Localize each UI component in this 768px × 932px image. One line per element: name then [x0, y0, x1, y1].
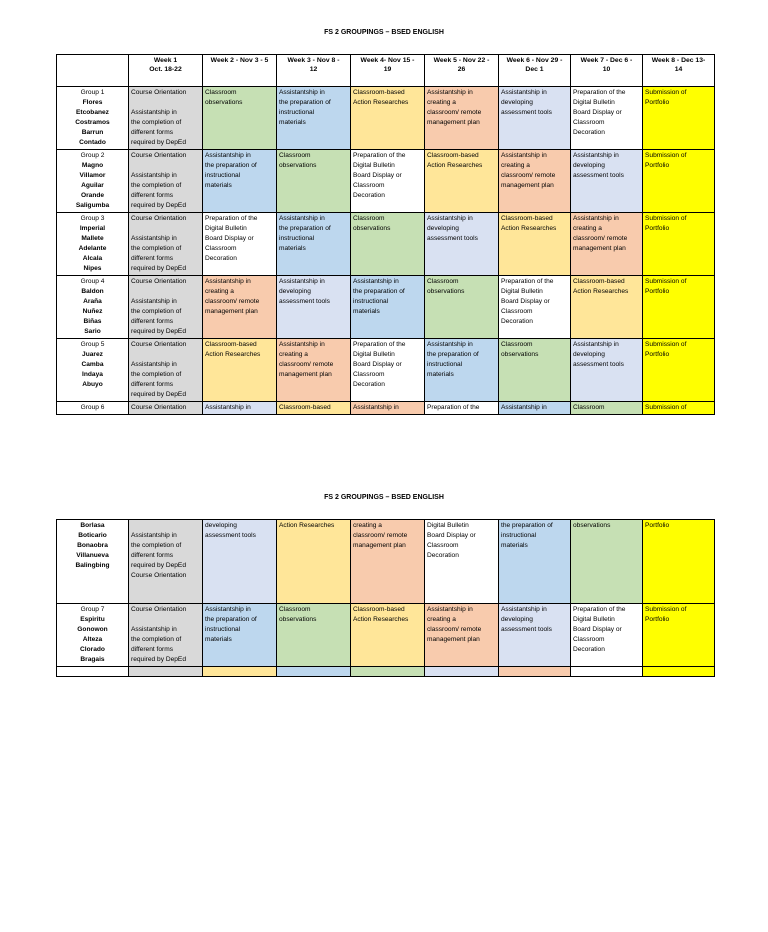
activity-cell: observations [571, 520, 643, 604]
group-members: Baldon Araña Nuñez Biñas Sario [81, 288, 104, 335]
group-cell [57, 604, 129, 667]
activity-cell: Course Orientation Assistantship in the completion of different forms required by DepEd [129, 213, 203, 276]
activity-cell: Classroom [571, 402, 643, 415]
activity-cell: Assistantship in creating a classroom/ remote management plan [571, 213, 643, 276]
group-label: Group 1 [80, 89, 105, 96]
table-row [57, 150, 715, 213]
activity-cell: Course Orientation Assistantship in the completion of different forms required by DepEd [129, 276, 203, 339]
activity-cell: Classroom observations [351, 213, 425, 276]
group-members: Juarez Camba Indaya Abuyo [81, 351, 104, 388]
activity-cell: Classroom observations [499, 339, 571, 402]
activity-cell: Preparation of the Digital Bulletin Board Display or Classroom Decoration [203, 213, 277, 276]
group-cell [57, 667, 129, 677]
activity-cell: Submission of Portfolio [643, 339, 715, 402]
activity-cell: Assistantship in [203, 402, 277, 415]
group-cell [57, 213, 129, 276]
activity-cell: Submission of Portfolio [643, 604, 715, 667]
activity-cell: creating a classroom/ remote management plan [351, 520, 425, 604]
activity-cell: Assistantship in creating a classroom/ remote management plan [425, 87, 499, 150]
activity-cell: Assistantship in [499, 402, 571, 415]
activity-cell: Preparation of the Digital Bulletin Board Display or Classroom Decoration [571, 87, 643, 150]
table-row [57, 604, 715, 667]
activity-cell: Assistantship in developing assessment tools [499, 604, 571, 667]
activity-cell: Portfolio [643, 520, 715, 604]
activity-cell: Classroom-based Action Researches [351, 604, 425, 667]
activity-cell: Course Orientation [129, 402, 203, 415]
activity-cell: Submission of Portfolio [643, 87, 715, 150]
activity-cell: Assistantship in creating a classroom/ remote management plan [425, 604, 499, 667]
group-label: Group 7 [80, 606, 105, 613]
activity-cell: Classroom-based Action Researches [499, 213, 571, 276]
table-row [57, 520, 715, 604]
column-header: Week 6 - Nov 29 - Dec 1 [499, 55, 571, 87]
activity-cell: Assistantship in creating a classroom/ remote management plan [277, 339, 351, 402]
activity-cell: Classroom observations [425, 276, 499, 339]
page-title-1: FS 2 GROUPINGS – BSED ENGLISH [324, 29, 444, 36]
group-cell [57, 402, 129, 415]
group-cell [57, 87, 129, 150]
activity-cell: Submission of [643, 402, 715, 415]
activity-cell: Classroom-based Action Researches [351, 87, 425, 150]
activity-cell: Submission of Portfolio [643, 276, 715, 339]
activity-cell: Assistantship in the preparation of instructional materials [351, 276, 425, 339]
activity-cell: Course Orientation Assistantship in the completion of different forms required by DepEd [129, 150, 203, 213]
activity-cell: Preparation of the [425, 402, 499, 415]
table-row [57, 276, 715, 339]
group-members: Espiritu Gonowon Alteza Clorado Bragais [77, 616, 108, 663]
activity-cell [571, 667, 643, 677]
activity-cell [425, 667, 499, 677]
activity-cell [129, 667, 203, 677]
activity-cell: Preparation of the Digital Bulletin Board Display or Classroom Decoration [351, 150, 425, 213]
column-header: Week 2 - Nov 3 - 5 [203, 55, 277, 87]
column-header: Week 5 - Nov 22 - 26 [425, 55, 499, 87]
group-label: Group 6 [80, 404, 105, 411]
activity-cell [643, 667, 715, 677]
activity-cell: Assistantship in the preparation of instructional materials [277, 213, 351, 276]
activity-cell [351, 667, 425, 677]
table-row [57, 213, 715, 276]
column-header: Week 1 Oct. 18-22 [129, 55, 203, 87]
activity-cell: Preparation of the Digital Bulletin Board Display or Classroom Decoration [571, 604, 643, 667]
activity-cell: the preparation of instructional materials [499, 520, 571, 604]
activity-cell: Assistantship in the preparation of instructional materials [277, 87, 351, 150]
activity-cell: developing assessment tools [203, 520, 277, 604]
activity-cell: Assistantship in creating a classroom/ remote management plan [203, 276, 277, 339]
page-title-2: FS 2 GROUPINGS – BSED ENGLISH [324, 494, 444, 501]
column-header: Week 4- Nov 15 - 19 [351, 55, 425, 87]
activity-cell [277, 667, 351, 677]
group-cell [57, 276, 129, 339]
activity-cell: Assistantship in developing assessment tools [571, 339, 643, 402]
activity-cell: Assistantship in developing assessment tools [425, 213, 499, 276]
activity-cell: Course Orientation Assistantship in the completion of different forms required by DepEd [129, 87, 203, 150]
groupings-table-1 [56, 54, 715, 415]
column-header: Week 7 - Dec 6 - 10 [571, 55, 643, 87]
groupings-table-2 [56, 519, 715, 677]
group-label: Group 5 [80, 341, 105, 348]
group-cell [57, 150, 129, 213]
activity-cell: Classroom observations [203, 87, 277, 150]
table-row [57, 667, 715, 677]
activity-cell [499, 667, 571, 677]
activity-cell: Classroom-based [277, 402, 351, 415]
activity-cell: Action Researches [277, 520, 351, 604]
group-label: Group 4 [80, 278, 105, 285]
activity-cell: Assistantship in developing assessment tools [499, 87, 571, 150]
column-header: Week 3 - Nov 8 - 12 [277, 55, 351, 87]
activity-cell: Classroom observations [277, 604, 351, 667]
activity-cell: Submission of Portfolio [643, 213, 715, 276]
activity-cell: Digital Bulletin Board Display or Classroom Decoration [425, 520, 499, 604]
group-members: Flores Etcobanez Costramos Barrun Contado [75, 99, 110, 146]
activity-cell: Assistantship in the preparation of instructional materials [203, 604, 277, 667]
column-header [57, 55, 129, 87]
group-cell [57, 520, 129, 604]
table-row [57, 402, 715, 415]
activity-cell: Assistantship in [351, 402, 425, 415]
activity-cell: Assistantship in developing assessment tools [571, 150, 643, 213]
table-row [57, 339, 715, 402]
group-label: Group 2 [80, 152, 105, 159]
group-cell [57, 339, 129, 402]
column-header: Week 8 - Dec 13- 14 [643, 55, 715, 87]
group-members: Magno Villamor Aguilar Orande Saligumba [75, 162, 110, 209]
activity-cell: Assistantship in the preparation of instructional materials [425, 339, 499, 402]
group-label: Group 3 [80, 215, 105, 222]
activity-cell [203, 667, 277, 677]
activity-cell: Classroom-based Action Researches [425, 150, 499, 213]
group-members: Imperial Mallete Adelante Alcala Nipes [78, 225, 107, 272]
activity-cell: Preparation of the Digital Bulletin Board Display or Classroom Decoration [351, 339, 425, 402]
table-row [57, 87, 715, 150]
header-row [57, 55, 715, 87]
activity-cell: Preparation of the Digital Bulletin Board Display or Classroom Decoration [499, 276, 571, 339]
activity-cell: Classroom-based Action Researches [571, 276, 643, 339]
activity-cell: Assistantship in the completion of different forms required by DepEd Course Orientation [129, 520, 203, 604]
activity-cell: Submission of Portfolio [643, 150, 715, 213]
activity-cell: Course Orientation Assistantship in the completion of different forms required by DepEd [129, 604, 203, 667]
activity-cell: Classroom observations [277, 150, 351, 213]
activity-cell: Course Orientation Assistantship in the completion of different forms required by DepEd [129, 339, 203, 402]
activity-cell: Assistantship in the preparation of instructional materials [203, 150, 277, 213]
activity-cell: Assistantship in developing assessment tools [277, 276, 351, 339]
activity-cell: Classroom-based Action Researches [203, 339, 277, 402]
group-members: Borlasa Boticario Bonaobra Villanueva Balingbing [75, 522, 110, 569]
activity-cell: Assistantship in creating a classroom/ remote management plan [499, 150, 571, 213]
